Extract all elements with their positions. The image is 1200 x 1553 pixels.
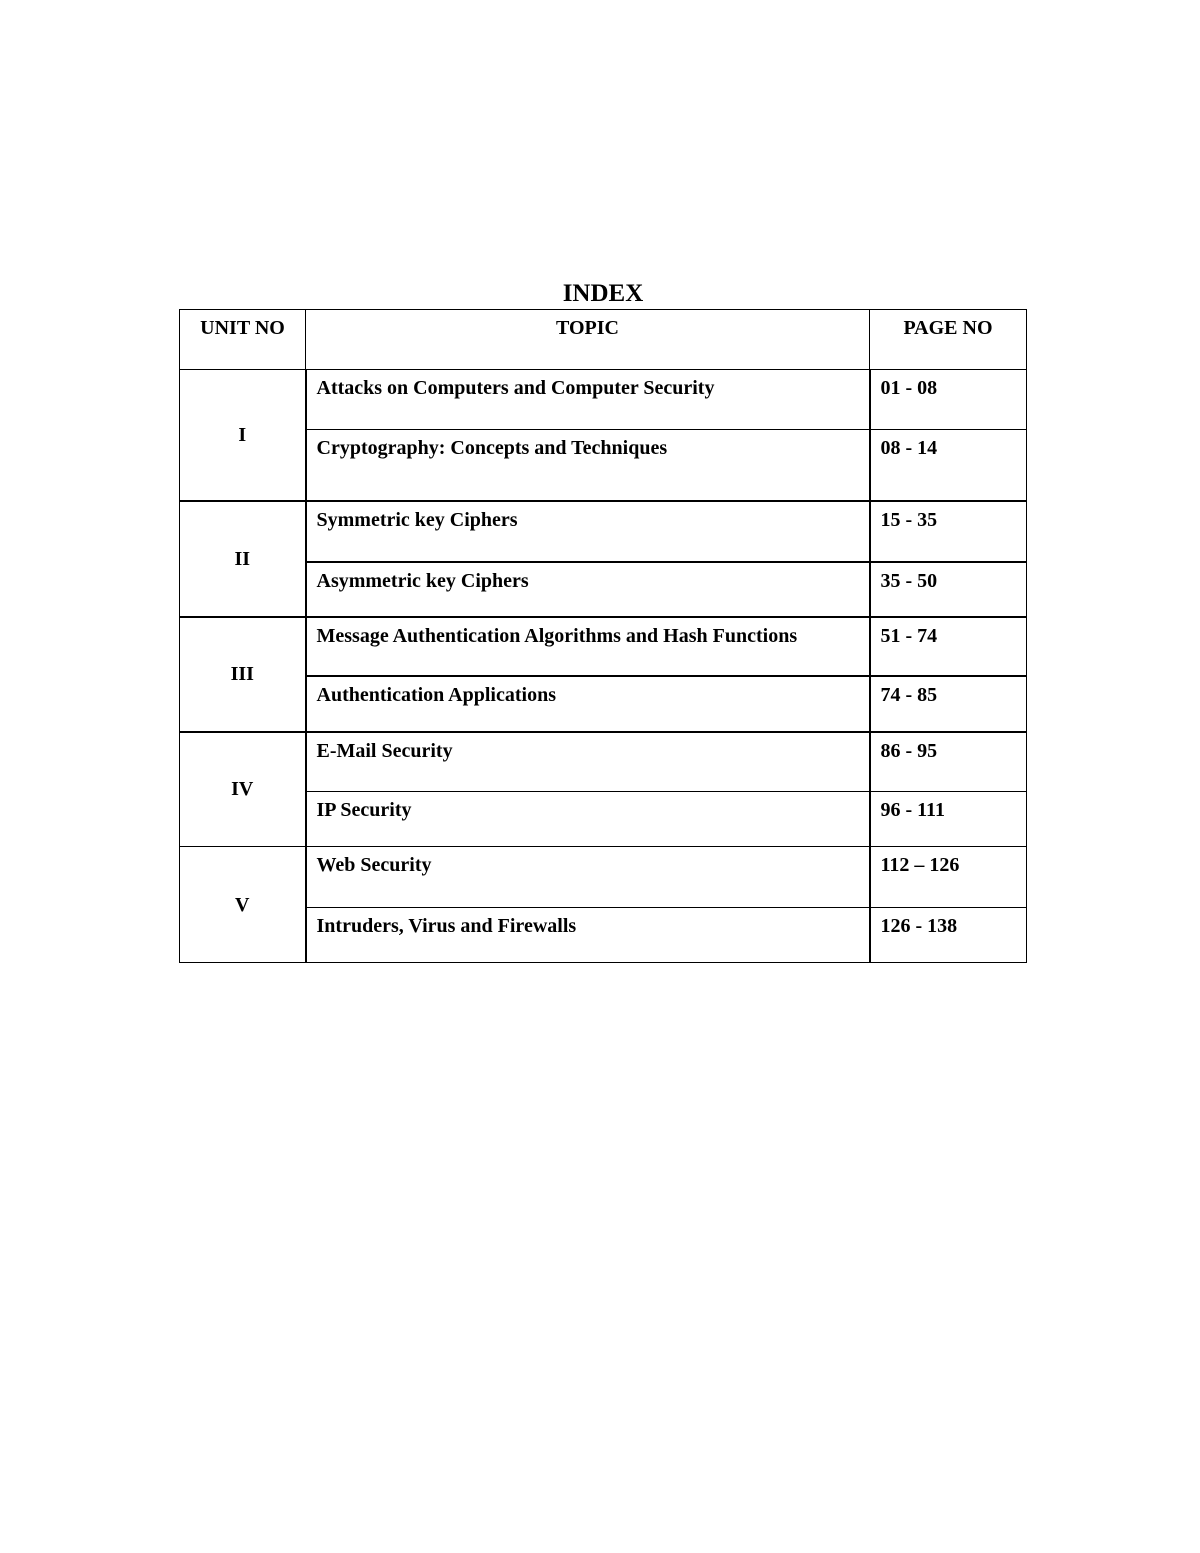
unit-number: IV — [180, 732, 306, 847]
topic-cell: Authentication Applications — [306, 676, 870, 732]
unit-number: V — [180, 847, 306, 963]
topic-header: TOPIC — [306, 310, 870, 370]
unit-no-header: UNIT NO — [180, 310, 306, 370]
page-range-cell: 86 - 95 — [870, 732, 1027, 792]
topic-cell: Asymmetric key Ciphers — [306, 562, 870, 617]
topic-cell: IP Security — [306, 792, 870, 847]
unit-number: II — [180, 501, 306, 617]
table-row — [180, 847, 1027, 908]
table-row — [180, 430, 1027, 501]
header-row — [180, 310, 1027, 370]
topic-cell: Message Authentication Algorithms and Hash Functions — [306, 617, 870, 676]
page-range-cell: 126 - 138 — [870, 908, 1027, 963]
table-row — [180, 501, 1027, 562]
index-table — [179, 309, 1027, 963]
table-row — [180, 562, 1027, 617]
topic-cell: Intruders, Virus and Firewalls — [306, 908, 870, 963]
table-row — [180, 908, 1027, 963]
topic-cell: Symmetric key Ciphers — [306, 501, 870, 562]
topic-cell: E-Mail Security — [306, 732, 870, 792]
page-range-cell: 96 - 111 — [870, 792, 1027, 847]
topic-cell: Web Security — [306, 847, 870, 908]
page-range-cell: 01 - 08 — [870, 370, 1027, 430]
table-row — [180, 676, 1027, 732]
page-range-cell: 15 - 35 — [870, 501, 1027, 562]
table-row — [180, 792, 1027, 847]
page-range-cell: 35 - 50 — [870, 562, 1027, 617]
table-row — [180, 617, 1027, 676]
page-no-header: PAGE NO — [870, 310, 1027, 370]
unit-number: III — [180, 617, 306, 732]
page-title: INDEX — [562, 280, 644, 307]
topic-cell: Attacks on Computers and Computer Security — [306, 370, 870, 430]
page-range-cell: 08 - 14 — [870, 430, 1027, 501]
page-range-cell: 74 - 85 — [870, 676, 1027, 732]
table-row — [180, 732, 1027, 792]
page-range-cell: 112 – 126 — [870, 847, 1027, 908]
table-row — [180, 370, 1027, 430]
topic-cell: Cryptography: Concepts and Techniques — [306, 430, 870, 501]
unit-number: I — [180, 370, 306, 501]
page-range-cell: 51 - 74 — [870, 617, 1027, 676]
